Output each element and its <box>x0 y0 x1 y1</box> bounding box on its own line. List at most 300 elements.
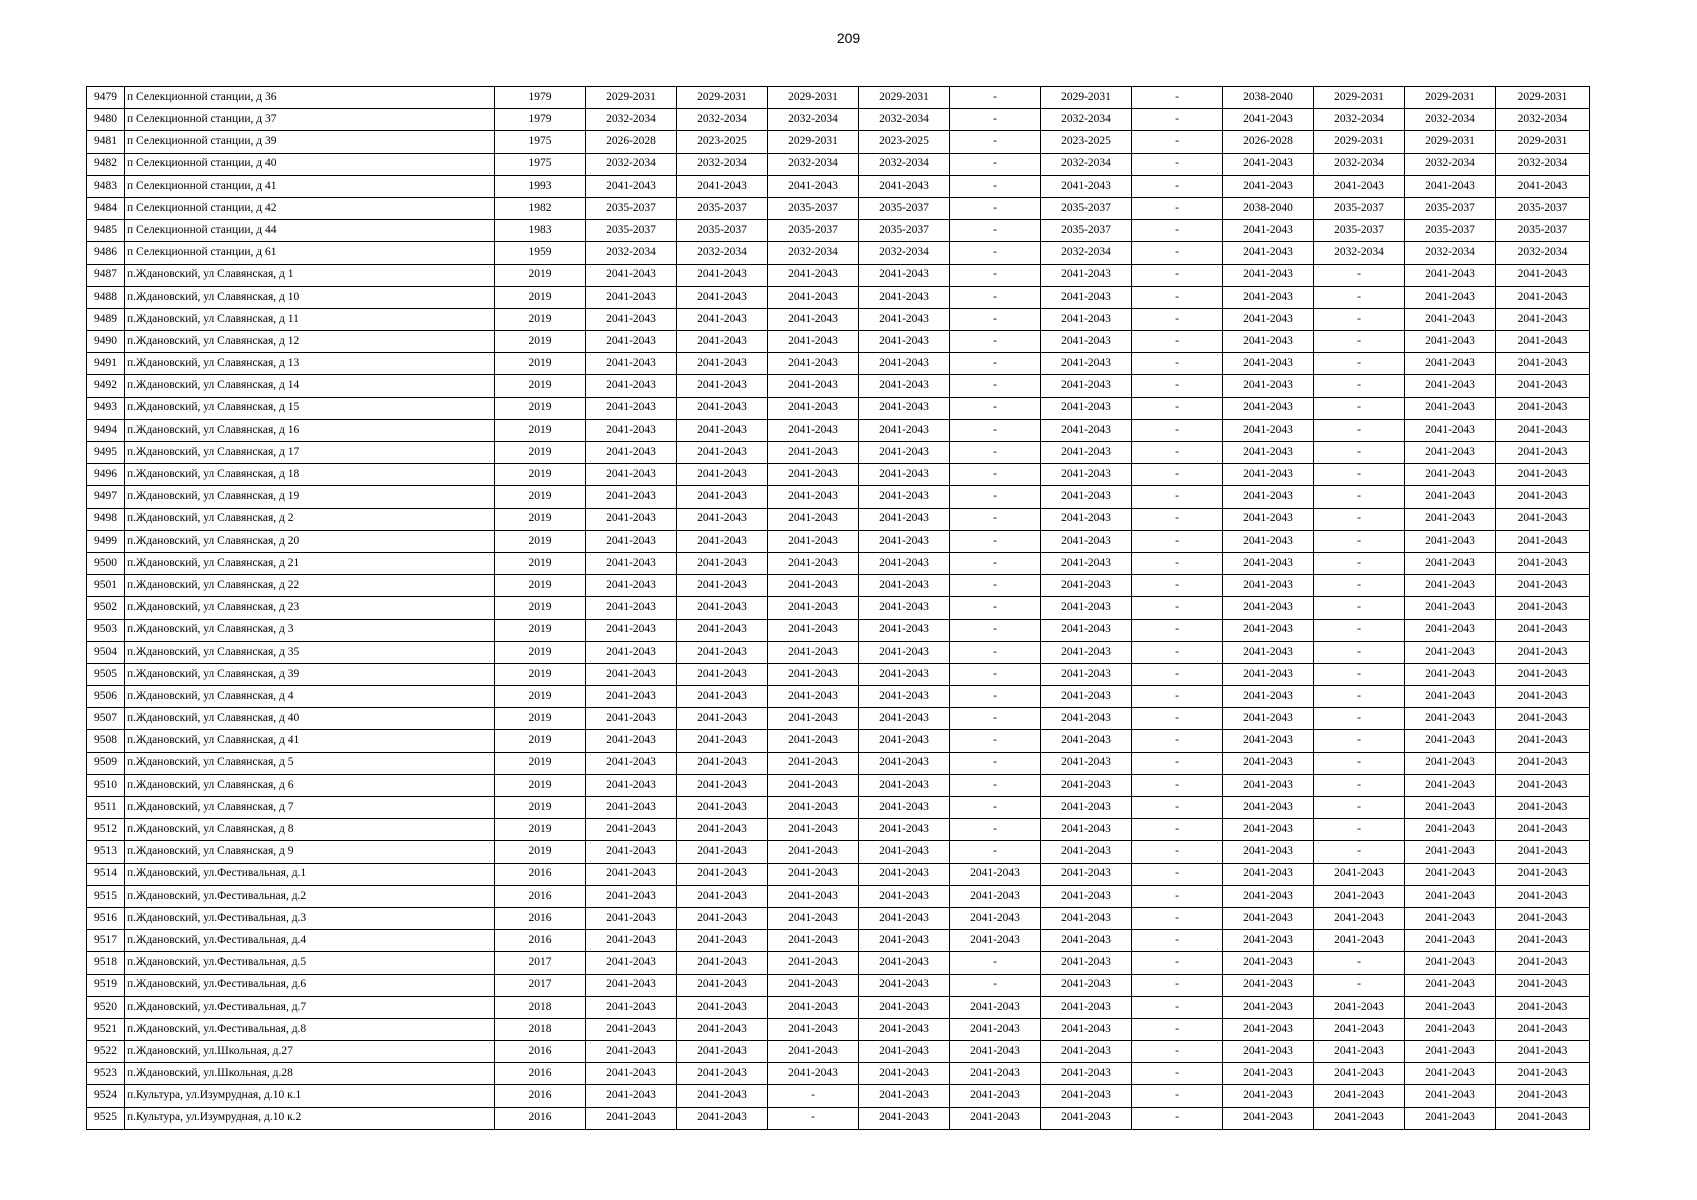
period-cell: 2041-2043 <box>768 264 859 286</box>
period-cell: 2041-2043 <box>859 930 950 952</box>
row-number-cell: 9516 <box>87 907 125 929</box>
period-cell: - <box>1314 841 1405 863</box>
period-cell: 2041-2043 <box>677 1063 768 1085</box>
period-cell: 2041-2043 <box>1405 619 1496 641</box>
period-cell: 2041-2043 <box>1314 1018 1405 1040</box>
period-cell: 2041-2043 <box>1496 530 1590 552</box>
period-cell: 2032-2034 <box>1496 109 1590 131</box>
period-cell: - <box>1132 109 1223 131</box>
period-cell: 2041-2043 <box>1223 508 1314 530</box>
period-cell: 2035-2037 <box>768 220 859 242</box>
period-cell: 2041-2043 <box>586 508 677 530</box>
period-cell: 2041-2043 <box>1041 663 1132 685</box>
period-cell: 2041-2043 <box>768 486 859 508</box>
year-built-cell: 2016 <box>495 930 586 952</box>
period-cell: 2041-2043 <box>768 885 859 907</box>
period-cell: 2041-2043 <box>950 1085 1041 1107</box>
year-built-cell: 2019 <box>495 397 586 419</box>
period-cell: 2041-2043 <box>1223 286 1314 308</box>
year-built-cell: 2016 <box>495 863 586 885</box>
period-cell: - <box>1314 375 1405 397</box>
period-cell: 2041-2043 <box>1223 486 1314 508</box>
period-cell: 2041-2043 <box>1041 797 1132 819</box>
address-cell: п.Ждановский, ул Славянская, д 16 <box>125 419 495 441</box>
period-cell: - <box>950 774 1041 796</box>
year-built-cell: 2019 <box>495 597 586 619</box>
period-cell: 2041-2043 <box>768 907 859 929</box>
period-cell: 2029-2031 <box>859 87 950 109</box>
period-cell: 2041-2043 <box>1223 220 1314 242</box>
period-cell: 2041-2043 <box>768 619 859 641</box>
row-number-cell: 9490 <box>87 331 125 353</box>
period-cell: 2041-2043 <box>1496 1107 1590 1129</box>
period-cell: 2041-2043 <box>1041 442 1132 464</box>
period-cell: 2041-2043 <box>1223 308 1314 330</box>
period-cell: 2041-2043 <box>1496 663 1590 685</box>
table-row <box>87 1085 1590 1107</box>
period-cell: - <box>1314 774 1405 796</box>
row-number-cell: 9486 <box>87 242 125 264</box>
period-cell: 2041-2043 <box>859 508 950 530</box>
address-cell: п.Ждановский, ул.Фестивальная, д.5 <box>125 952 495 974</box>
period-cell: 2029-2031 <box>1405 131 1496 153</box>
period-cell: 2041-2043 <box>1223 774 1314 796</box>
period-cell: 2041-2043 <box>1041 286 1132 308</box>
period-cell: 2041-2043 <box>1496 331 1590 353</box>
period-cell: 2041-2043 <box>768 663 859 685</box>
period-cell: 2041-2043 <box>1405 1041 1496 1063</box>
row-number-cell: 9523 <box>87 1063 125 1085</box>
year-built-cell: 2019 <box>495 686 586 708</box>
address-cell: п.Ждановский, ул Славянская, д 4 <box>125 686 495 708</box>
table-row <box>87 797 1590 819</box>
year-built-cell: 2019 <box>495 486 586 508</box>
period-cell: 2041-2043 <box>859 797 950 819</box>
period-cell: 2041-2043 <box>859 863 950 885</box>
table-row <box>87 1063 1590 1085</box>
period-cell: 2041-2043 <box>1041 264 1132 286</box>
period-cell: 2041-2043 <box>768 1041 859 1063</box>
period-cell: 2041-2043 <box>1041 841 1132 863</box>
period-cell: 2041-2043 <box>1223 641 1314 663</box>
period-cell: 2041-2043 <box>677 996 768 1018</box>
period-cell: 2041-2043 <box>1041 1085 1132 1107</box>
period-cell: 2041-2043 <box>677 619 768 641</box>
period-cell: 2032-2034 <box>1314 242 1405 264</box>
period-cell: 2029-2031 <box>1314 87 1405 109</box>
period-cell: 2041-2043 <box>1223 885 1314 907</box>
row-number-cell: 9514 <box>87 863 125 885</box>
period-cell: 2041-2043 <box>859 996 950 1018</box>
period-cell: 2041-2043 <box>677 419 768 441</box>
period-cell: - <box>1132 397 1223 419</box>
period-cell: 2041-2043 <box>1405 819 1496 841</box>
period-cell: - <box>1132 686 1223 708</box>
period-cell: 2041-2043 <box>1496 486 1590 508</box>
period-cell: 2035-2037 <box>1405 197 1496 219</box>
period-cell: 2041-2043 <box>586 952 677 974</box>
period-cell: - <box>950 752 1041 774</box>
period-cell: - <box>1132 1063 1223 1085</box>
period-cell: 2038-2040 <box>1223 87 1314 109</box>
year-built-cell: 2018 <box>495 996 586 1018</box>
period-cell: 2041-2043 <box>1223 952 1314 974</box>
address-cell: п.Ждановский, ул Славянская, д 13 <box>125 353 495 375</box>
period-cell: - <box>950 153 1041 175</box>
period-cell: - <box>950 220 1041 242</box>
period-cell: 2041-2043 <box>677 331 768 353</box>
table-row <box>87 419 1590 441</box>
period-cell: - <box>1132 1018 1223 1040</box>
period-cell: 2041-2043 <box>859 597 950 619</box>
period-cell: 2041-2043 <box>1405 375 1496 397</box>
period-cell: 2041-2043 <box>677 264 768 286</box>
period-cell: 2032-2034 <box>1041 109 1132 131</box>
period-cell: 2041-2043 <box>1041 552 1132 574</box>
year-built-cell: 2019 <box>495 530 586 552</box>
period-cell: 2041-2043 <box>1405 264 1496 286</box>
table-row <box>87 996 1590 1018</box>
row-number-cell: 9498 <box>87 508 125 530</box>
period-cell: 2041-2043 <box>950 1018 1041 1040</box>
address-cell: п.Ждановский, ул Славянская, д 10 <box>125 286 495 308</box>
period-cell: 2041-2043 <box>859 308 950 330</box>
period-cell: 2041-2043 <box>677 663 768 685</box>
period-cell: 2041-2043 <box>768 397 859 419</box>
period-cell: 2041-2043 <box>677 730 768 752</box>
period-cell: 2041-2043 <box>1223 907 1314 929</box>
period-cell: 2041-2043 <box>768 841 859 863</box>
year-built-cell: 1959 <box>495 242 586 264</box>
row-number-cell: 9520 <box>87 996 125 1018</box>
period-cell: 2041-2043 <box>586 841 677 863</box>
address-cell: п Селекционной станции, д 61 <box>125 242 495 264</box>
period-cell: 2041-2043 <box>1041 996 1132 1018</box>
period-cell: - <box>1314 308 1405 330</box>
period-cell: 2041-2043 <box>677 686 768 708</box>
period-cell: 2041-2043 <box>1041 486 1132 508</box>
period-cell: 2041-2043 <box>1496 930 1590 952</box>
period-cell: 2041-2043 <box>859 1018 950 1040</box>
period-cell: 2041-2043 <box>586 819 677 841</box>
period-cell: - <box>1314 286 1405 308</box>
period-cell: - <box>1314 708 1405 730</box>
period-cell: 2035-2037 <box>1314 197 1405 219</box>
address-cell: п.Ждановский, ул.Фестивальная, д.2 <box>125 885 495 907</box>
period-cell: - <box>950 175 1041 197</box>
period-cell: - <box>1314 797 1405 819</box>
row-number-cell: 9500 <box>87 552 125 574</box>
period-cell: 2041-2043 <box>586 885 677 907</box>
year-built-cell: 2019 <box>495 419 586 441</box>
period-cell: 2041-2043 <box>1405 597 1496 619</box>
period-cell: - <box>1314 597 1405 619</box>
period-cell: 2041-2043 <box>1223 442 1314 464</box>
period-cell: 2041-2043 <box>1314 996 1405 1018</box>
period-cell: 2041-2043 <box>586 397 677 419</box>
period-cell: 2041-2043 <box>768 930 859 952</box>
period-cell: - <box>1132 575 1223 597</box>
year-built-cell: 2019 <box>495 353 586 375</box>
period-cell: 2041-2043 <box>677 530 768 552</box>
address-cell: п Селекционной станции, д 41 <box>125 175 495 197</box>
address-cell: п.Ждановский, ул Славянская, д 39 <box>125 663 495 685</box>
year-built-cell: 2019 <box>495 552 586 574</box>
period-cell: 2041-2043 <box>1405 752 1496 774</box>
period-cell: - <box>1132 131 1223 153</box>
table-row <box>87 286 1590 308</box>
period-cell: 2041-2043 <box>768 508 859 530</box>
period-cell: 2041-2043 <box>1405 952 1496 974</box>
period-cell: 2041-2043 <box>1223 331 1314 353</box>
period-cell: 2041-2043 <box>859 575 950 597</box>
period-cell: 2041-2043 <box>1041 974 1132 996</box>
period-cell: 2032-2034 <box>859 153 950 175</box>
period-cell: - <box>950 952 1041 974</box>
year-built-cell: 2019 <box>495 442 586 464</box>
period-cell: 2041-2043 <box>768 575 859 597</box>
period-cell: 2041-2043 <box>950 930 1041 952</box>
table-row <box>87 308 1590 330</box>
period-cell: 2041-2043 <box>1041 885 1132 907</box>
address-cell: п Селекционной станции, д 42 <box>125 197 495 219</box>
period-cell: 2029-2031 <box>768 131 859 153</box>
period-cell: 2041-2043 <box>768 175 859 197</box>
period-cell: 2035-2037 <box>1496 220 1590 242</box>
period-cell: 2041-2043 <box>859 442 950 464</box>
period-cell: 2041-2043 <box>768 375 859 397</box>
period-cell: 2041-2043 <box>1405 442 1496 464</box>
year-built-cell: 2019 <box>495 375 586 397</box>
period-cell: 2041-2043 <box>1405 397 1496 419</box>
year-built-cell: 2019 <box>495 730 586 752</box>
period-cell: 2041-2043 <box>859 686 950 708</box>
period-cell: 2041-2043 <box>1496 508 1590 530</box>
period-cell: 2041-2043 <box>1405 575 1496 597</box>
period-cell: - <box>1132 774 1223 796</box>
period-cell: 2041-2043 <box>677 1107 768 1129</box>
period-cell: 2041-2043 <box>1314 1041 1405 1063</box>
period-cell: 2041-2043 <box>1405 730 1496 752</box>
row-number-cell: 9525 <box>87 1107 125 1129</box>
period-cell: 2041-2043 <box>1405 308 1496 330</box>
period-cell: 2041-2043 <box>677 863 768 885</box>
period-cell: 2041-2043 <box>1223 819 1314 841</box>
period-cell: 2041-2043 <box>1223 264 1314 286</box>
row-number-cell: 9488 <box>87 286 125 308</box>
table-row <box>87 841 1590 863</box>
period-cell: 2041-2043 <box>1496 974 1590 996</box>
row-number-cell: 9487 <box>87 264 125 286</box>
period-cell: 2041-2043 <box>1405 175 1496 197</box>
period-cell: 2041-2043 <box>1496 708 1590 730</box>
table-row <box>87 952 1590 974</box>
period-cell: 2041-2043 <box>677 819 768 841</box>
period-cell: - <box>950 708 1041 730</box>
address-cell: п.Ждановский, ул.Фестивальная, д.1 <box>125 863 495 885</box>
period-cell: 2032-2034 <box>1496 153 1590 175</box>
period-cell: 2041-2043 <box>586 375 677 397</box>
address-cell: п.Ждановский, ул.Школьная, д.27 <box>125 1041 495 1063</box>
table-row <box>87 752 1590 774</box>
row-number-cell: 9501 <box>87 575 125 597</box>
period-cell: 2041-2043 <box>859 375 950 397</box>
period-cell: - <box>950 197 1041 219</box>
period-cell: 2032-2034 <box>1041 242 1132 264</box>
period-cell: 2041-2043 <box>768 419 859 441</box>
address-cell: п.Ждановский, ул Славянская, д 40 <box>125 708 495 730</box>
period-cell: 2041-2043 <box>859 286 950 308</box>
period-cell: 2041-2043 <box>586 1107 677 1129</box>
row-number-cell: 9518 <box>87 952 125 974</box>
period-cell: 2032-2034 <box>768 242 859 264</box>
period-cell: 2041-2043 <box>859 619 950 641</box>
period-cell: 2041-2043 <box>1223 552 1314 574</box>
period-cell: 2041-2043 <box>1041 619 1132 641</box>
period-cell: - <box>1132 220 1223 242</box>
period-cell: 2041-2043 <box>677 375 768 397</box>
year-built-cell: 1979 <box>495 87 586 109</box>
period-cell: 2041-2043 <box>1041 1107 1132 1129</box>
period-cell: 2041-2043 <box>1496 752 1590 774</box>
period-cell: 2041-2043 <box>1041 375 1132 397</box>
period-cell: 2041-2043 <box>1405 686 1496 708</box>
period-cell: 2041-2043 <box>859 419 950 441</box>
period-cell: 2041-2043 <box>768 819 859 841</box>
period-cell: - <box>1314 419 1405 441</box>
period-cell: 2029-2031 <box>1496 87 1590 109</box>
period-cell: 2041-2043 <box>859 331 950 353</box>
period-cell: 2041-2043 <box>1496 286 1590 308</box>
period-cell: 2041-2043 <box>586 907 677 929</box>
period-cell: 2041-2043 <box>677 930 768 952</box>
period-cell: 2041-2043 <box>1041 930 1132 952</box>
year-built-cell: 1979 <box>495 109 586 131</box>
period-cell: 2041-2043 <box>1041 508 1132 530</box>
period-cell: 2032-2034 <box>1314 153 1405 175</box>
period-cell: 2041-2043 <box>677 841 768 863</box>
period-cell: 2041-2043 <box>768 442 859 464</box>
period-cell: 2035-2037 <box>677 220 768 242</box>
period-cell: - <box>1132 730 1223 752</box>
period-cell: 2041-2043 <box>950 863 1041 885</box>
period-cell: 2041-2043 <box>677 641 768 663</box>
table-row <box>87 197 1590 219</box>
year-built-cell: 2019 <box>495 464 586 486</box>
period-cell: 2041-2043 <box>1041 730 1132 752</box>
period-cell: 2041-2043 <box>1223 708 1314 730</box>
period-cell: 2041-2043 <box>768 353 859 375</box>
period-cell: 2041-2043 <box>859 1085 950 1107</box>
row-number-cell: 9507 <box>87 708 125 730</box>
period-cell: - <box>1132 419 1223 441</box>
period-cell: 2035-2037 <box>1041 220 1132 242</box>
period-cell: 2041-2043 <box>1041 331 1132 353</box>
table-row <box>87 131 1590 153</box>
address-cell: п.Ждановский, ул Славянская, д 20 <box>125 530 495 552</box>
period-cell: 2038-2040 <box>1223 197 1314 219</box>
row-number-cell: 9481 <box>87 131 125 153</box>
period-cell: - <box>1132 752 1223 774</box>
period-cell: 2041-2043 <box>1041 686 1132 708</box>
row-number-cell: 9522 <box>87 1041 125 1063</box>
period-cell: 2041-2043 <box>1223 1107 1314 1129</box>
period-cell: 2041-2043 <box>1405 464 1496 486</box>
table-row <box>87 863 1590 885</box>
period-cell: 2041-2043 <box>586 774 677 796</box>
period-cell: 2041-2043 <box>1314 885 1405 907</box>
period-cell: 2041-2043 <box>1405 286 1496 308</box>
address-cell: п.Ждановский, ул Славянская, д 2 <box>125 508 495 530</box>
period-cell: 2041-2043 <box>586 419 677 441</box>
period-cell: 2041-2043 <box>586 530 677 552</box>
period-cell: - <box>1132 863 1223 885</box>
period-cell: 2041-2043 <box>859 974 950 996</box>
period-cell: 2032-2034 <box>677 242 768 264</box>
period-cell: 2041-2043 <box>586 730 677 752</box>
period-cell: - <box>950 397 1041 419</box>
row-number-cell: 9505 <box>87 663 125 685</box>
row-number-cell: 9508 <box>87 730 125 752</box>
period-cell: - <box>768 1107 859 1129</box>
period-cell: - <box>1132 308 1223 330</box>
year-built-cell: 1975 <box>495 131 586 153</box>
period-cell: 2029-2031 <box>1405 87 1496 109</box>
period-cell: 2041-2043 <box>586 286 677 308</box>
period-cell: - <box>1132 885 1223 907</box>
period-cell: 2041-2043 <box>859 774 950 796</box>
period-cell: - <box>950 442 1041 464</box>
period-cell: 2041-2043 <box>677 1018 768 1040</box>
period-cell: - <box>1314 819 1405 841</box>
address-cell: п Селекционной станции, д 36 <box>125 87 495 109</box>
period-cell: 2041-2043 <box>1405 663 1496 685</box>
year-built-cell: 1993 <box>495 175 586 197</box>
address-cell: п.Ждановский, ул Славянская, д 19 <box>125 486 495 508</box>
period-cell: 2041-2043 <box>1314 930 1405 952</box>
period-cell: - <box>1132 175 1223 197</box>
period-cell: 2041-2043 <box>1496 797 1590 819</box>
row-number-cell: 9502 <box>87 597 125 619</box>
period-cell: 2041-2043 <box>768 286 859 308</box>
period-cell: - <box>950 331 1041 353</box>
period-cell: 2041-2043 <box>1496 264 1590 286</box>
period-cell: - <box>950 242 1041 264</box>
period-cell: - <box>950 109 1041 131</box>
row-number-cell: 9497 <box>87 486 125 508</box>
period-cell: 2041-2043 <box>677 1085 768 1107</box>
period-cell: 2035-2037 <box>1041 197 1132 219</box>
period-cell: 2041-2043 <box>1405 331 1496 353</box>
row-number-cell: 9517 <box>87 930 125 952</box>
table-row <box>87 175 1590 197</box>
period-cell: 2041-2043 <box>1405 863 1496 885</box>
period-cell: 2032-2034 <box>586 153 677 175</box>
period-cell: 2041-2043 <box>1223 397 1314 419</box>
address-cell: п.Культура, ул.Изумрудная, д.10 к.1 <box>125 1085 495 1107</box>
period-cell: 2041-2043 <box>1405 353 1496 375</box>
period-cell: 2041-2043 <box>1223 530 1314 552</box>
period-cell: - <box>1132 375 1223 397</box>
period-cell: 2041-2043 <box>1405 530 1496 552</box>
period-cell: 2035-2037 <box>1496 197 1590 219</box>
period-cell: 2041-2043 <box>859 952 950 974</box>
period-cell: - <box>768 1085 859 1107</box>
period-cell: 2041-2043 <box>768 974 859 996</box>
period-cell: - <box>1132 286 1223 308</box>
period-cell: 2041-2043 <box>677 286 768 308</box>
address-cell: п.Ждановский, ул.Фестивальная, д.4 <box>125 930 495 952</box>
